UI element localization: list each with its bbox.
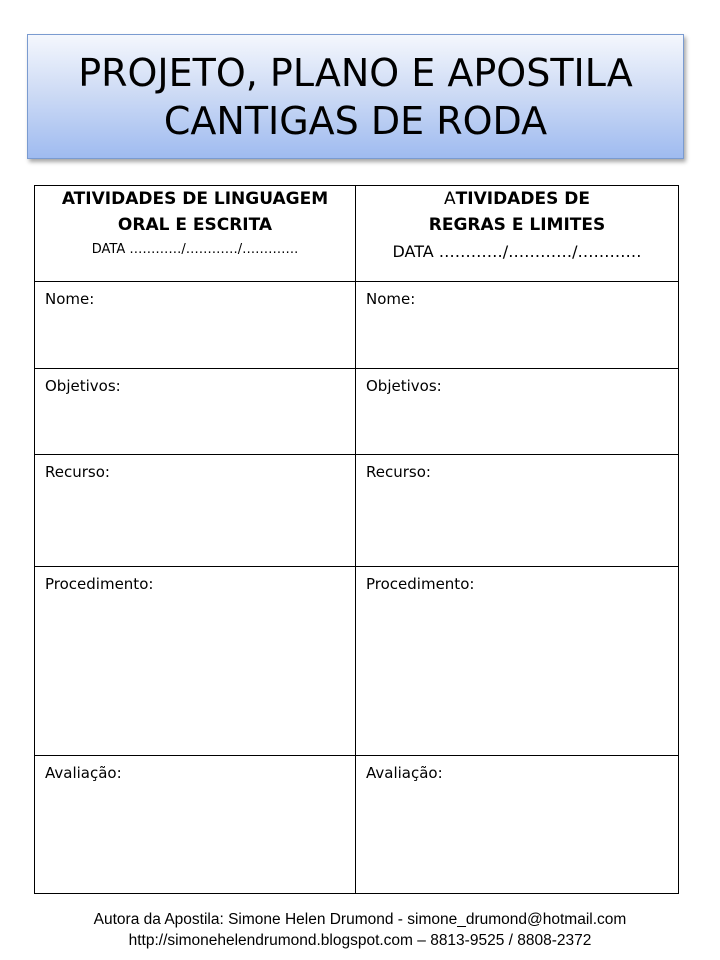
field-cell[interactable] <box>35 282 356 369</box>
heading-language-line-1: ATIVIDADES DE LINGUAGEM <box>61 189 329 209</box>
heading-language-line-2: ORAL E ESCRITA <box>117 215 273 235</box>
table-row <box>35 567 679 756</box>
header-row <box>35 186 679 282</box>
author-footer <box>0 909 720 951</box>
title-line-2: CANTIGAS DE RODA <box>163 98 548 143</box>
date-field-language: DATA …………/…………/…………. <box>91 242 299 257</box>
heading-rules-rest: TIVIDADES DE <box>455 189 590 209</box>
table-row <box>35 369 679 455</box>
field-cell[interactable] <box>35 756 356 894</box>
field-cell[interactable] <box>356 756 679 894</box>
field-cell[interactable] <box>356 369 679 455</box>
field-cell[interactable] <box>356 567 679 756</box>
field-cell[interactable] <box>356 455 679 567</box>
activity-form-table <box>34 185 679 894</box>
title-line-1: PROJETO, PLANO E APOSTILA <box>78 50 633 95</box>
field-label-recurso: Recurso: <box>366 463 431 481</box>
field-label-avaliacao: Avaliação: <box>45 764 122 782</box>
field-label-avaliacao: Avaliação: <box>366 764 443 782</box>
field-cell[interactable] <box>35 455 356 567</box>
footer-contact-line: http://simonehelendrumond.blogspot.com – 8813-9525 / 8808-2372 <box>128 932 592 949</box>
field-label-objetivos: Objetivos: <box>45 377 121 395</box>
field-cell[interactable] <box>35 369 356 455</box>
field-label-recurso: Recurso: <box>45 463 110 481</box>
field-label-objetivos: Objetivos: <box>366 377 442 395</box>
heading-rules-line-2: REGRAS E LIMITES <box>428 215 606 235</box>
field-label-procedimento: Procedimento: <box>45 575 154 593</box>
heading-rules-initial: A <box>444 189 456 209</box>
field-label-nome: Nome: <box>45 290 95 308</box>
field-label-nome: Nome: <box>366 290 416 308</box>
header-cell-language <box>35 186 356 282</box>
heading-rules-line-1 <box>356 186 678 212</box>
footer-author-line: Autora da Apostila: Simone Helen Drumond - simone_drumond@hotmail.com <box>93 911 627 928</box>
title-banner <box>27 34 684 159</box>
table-row <box>35 756 679 894</box>
table-row <box>35 282 679 369</box>
field-label-procedimento: Procedimento: <box>366 575 475 593</box>
header-cell-rules <box>356 186 679 282</box>
table-row <box>35 455 679 567</box>
date-field-rules: DATA …………/…………/………… <box>392 242 642 261</box>
field-cell[interactable] <box>35 567 356 756</box>
field-cell[interactable] <box>356 282 679 369</box>
